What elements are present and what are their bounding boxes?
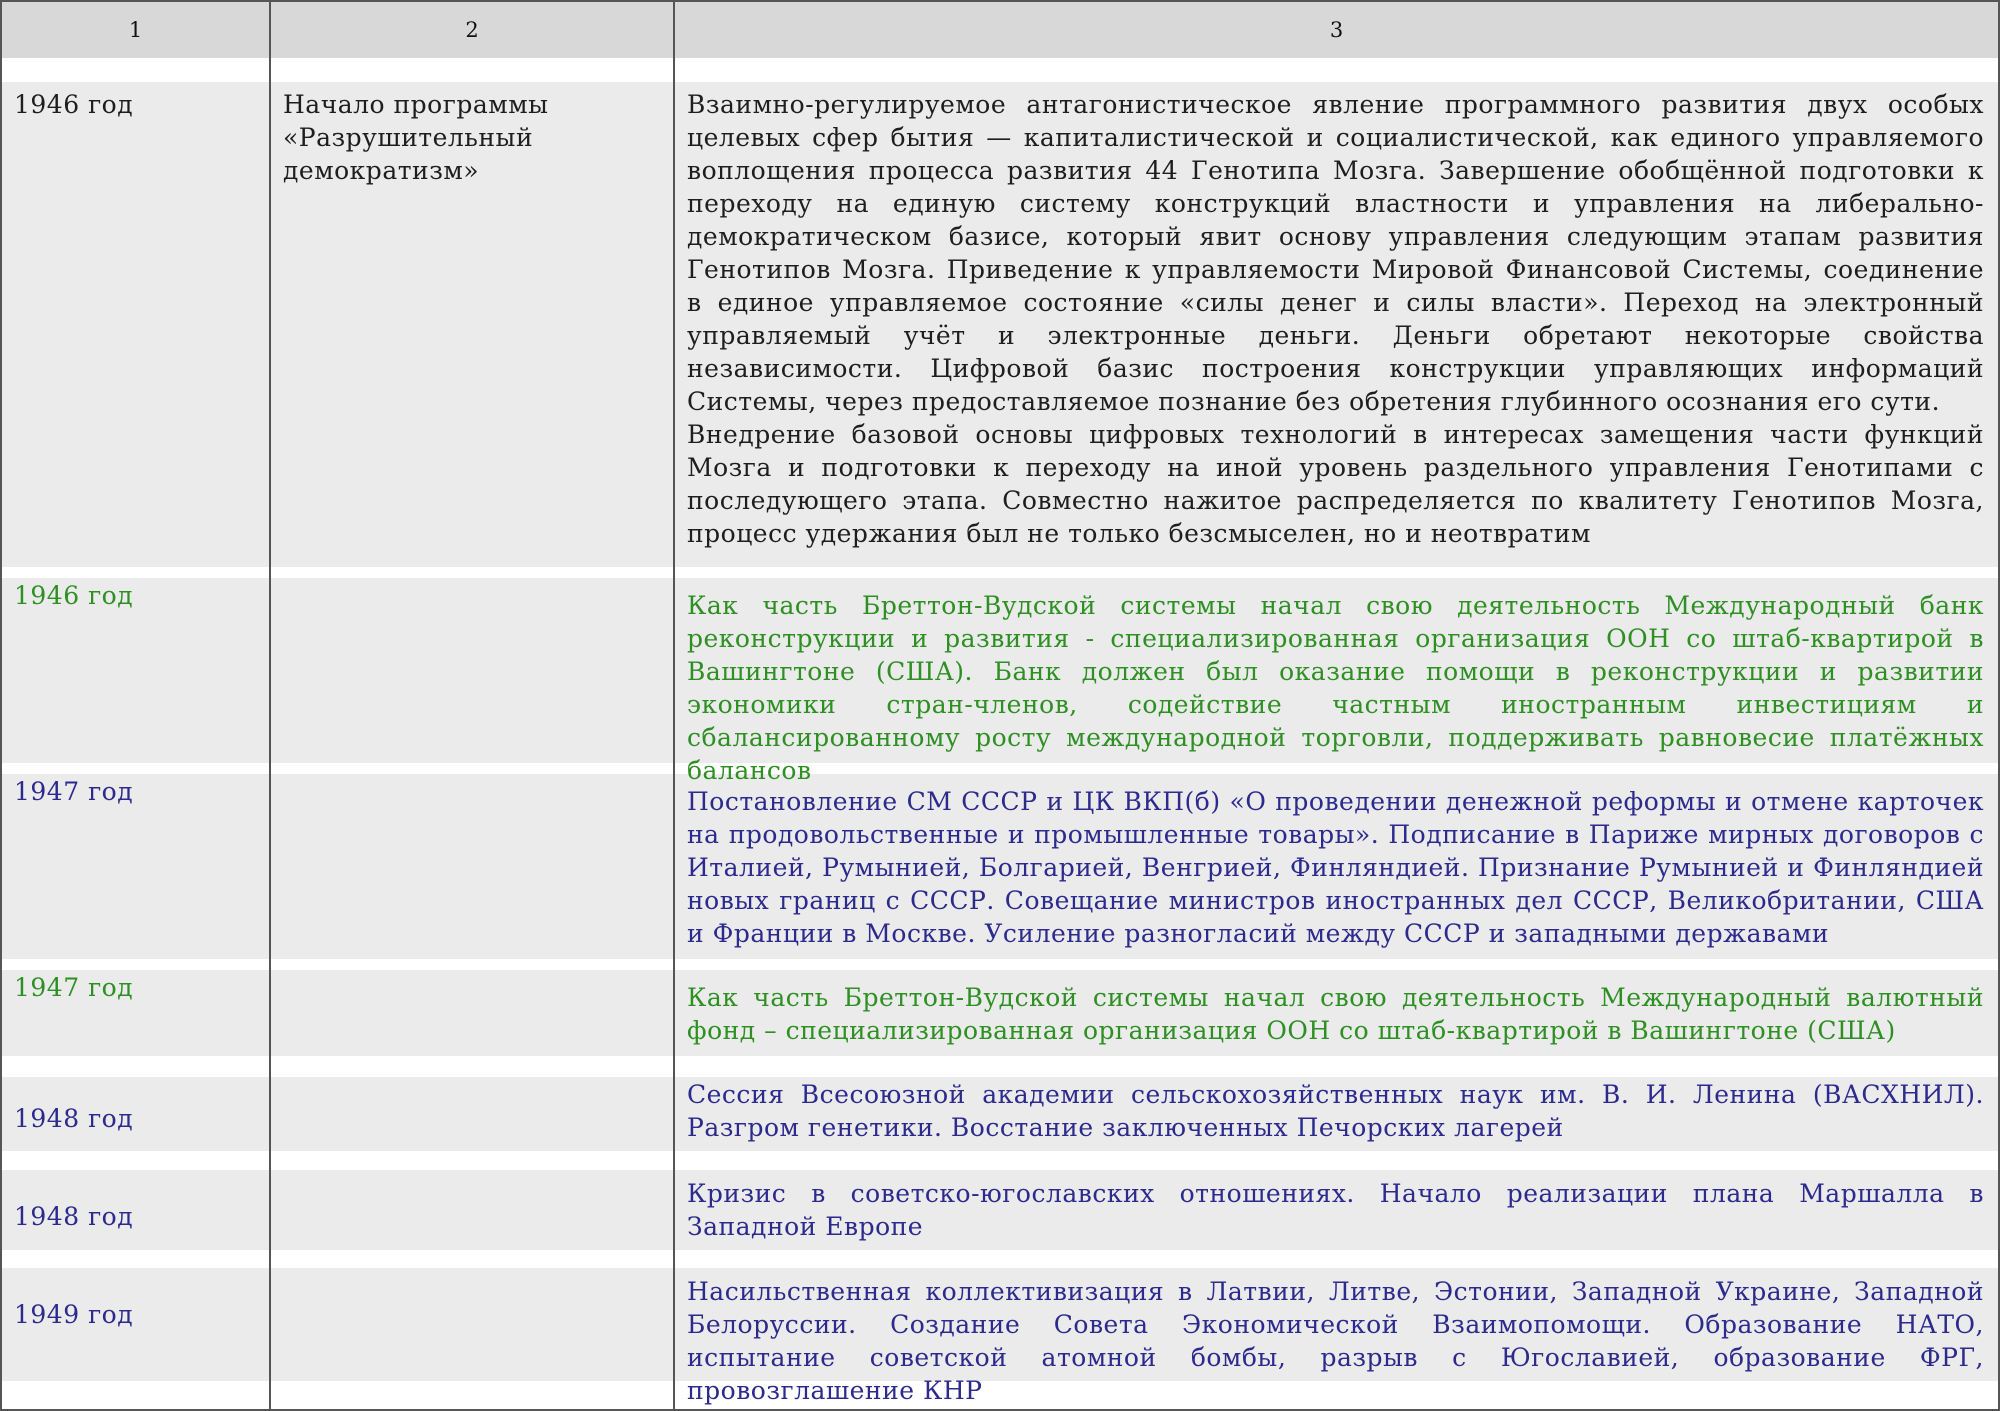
column-header-2: 2: [465, 18, 479, 42]
description-cell: Как часть Бреттон-Вудской системы начал свою деятельность Международный банк реконструкции и развития - специализированная организация ООН со штаб-квартирой в Вашингтоне (США). Банк должен был оказание помощи в реконструкции и развитии экономики стран-членов, содействие частным иностранным инвестициям и сбалансированному росту международной торговли, поддерживать равновесие платёжных балансов: [687, 591, 1984, 785]
description-cell: Насильственная коллективизация в Латвии, Литве, Эстонии, Западной Украине, Западной Белоруссии. Создание Совета Экономической Взаимопомощи. Образование НАТО, испытание советской атомной бомбы, разрыв с Югославией, образование ФРГ, провозглашение КНР: [687, 1277, 1984, 1405]
column-divider: [673, 2, 675, 1409]
year-cell: 1946 год: [14, 90, 134, 119]
column-header-1: 1: [128, 18, 143, 42]
program-cell: Начало программы «Разрушительный демократизм»: [283, 90, 549, 185]
column-header-3: 3: [1329, 18, 1344, 42]
description-paragraph: Взаимно-регулируемое антагонистическое явление программного развития двух особых целевых сфер бытия — капиталистической и социалистической, как единого управляемого воплощения процесса развития 44 Генотипа Мозга. Завершение обобщённой подготовки к переходу на единую систему конструкций властности и управления на либерально-демократическом базисе, который явит основу управления следующим этапам развития Генотипов Мозга. Приведение к управляемости Мировой Финансовой Системы, соединение в единое управляемое состояние «силы денег и силы власти». Переход на электронный управляемый учёт и электронные деньги. Деньги обретают некоторые свойства независимости. Цифровой базис построения конструкции управляющих информаций Системы, через предоставляемое познание без обретения глубинного осознания его сути.: [687, 90, 1984, 416]
year-cell: 1947 год: [14, 777, 134, 806]
column-divider: [269, 2, 271, 1409]
description-cell: Постановление СМ СССР и ЦК ВКП(б) «О проведении денежной реформы и отмене карточек на продовольственные и промышленные товары». Подписание в Париже мирных договоров с Италией, Румынией, Болгарией, Венгрией, Финляндией. Признание Румынией и Финляндией новых границ с СССР. Совещание министров иностранных дел СССР, Великобритании, США и Франции в Москве. Усиление разногласий между СССР и западными державами: [687, 787, 1984, 948]
year-cell: 1948 год: [14, 1104, 134, 1133]
description-cell: Как часть Бреттон-Вудской системы начал свою деятельность Международный валютный фонд – специализированная организация ООН со штаб-квартирой в Вашингтоне (США): [687, 983, 1984, 1045]
column-divider: [0, 2, 2, 1409]
description-cell: Кризис в советско-югославских отношениях. Начало реализации плана Маршалла в Западной Европе: [687, 1179, 1984, 1241]
description-cell: [687, 88, 1984, 550]
description-paragraph: Внедрение базовой основы цифровых технологий в интересах замещения части функций Мозга и подготовки к переходу на иной уровень раздельного управления Генотипами с последующего этапа. Совместно нажитое распределяется по квалитету Генотипов Мозга, процесс удержания был не только безсмыселен, но и неотвратим: [687, 420, 1984, 548]
year-cell: 1946 год: [14, 581, 134, 610]
year-cell: 1948 год: [14, 1202, 134, 1231]
year-cell: 1947 год: [14, 973, 134, 1002]
description-cell: Сессия Всесоюзной академии сельскохозяйственных наук им. В. И. Ленина (ВАСХНИЛ). Разгром генетики. Восстание заключенных Печорских лагерей: [687, 1080, 1984, 1142]
year-cell: 1949 год: [14, 1300, 134, 1329]
